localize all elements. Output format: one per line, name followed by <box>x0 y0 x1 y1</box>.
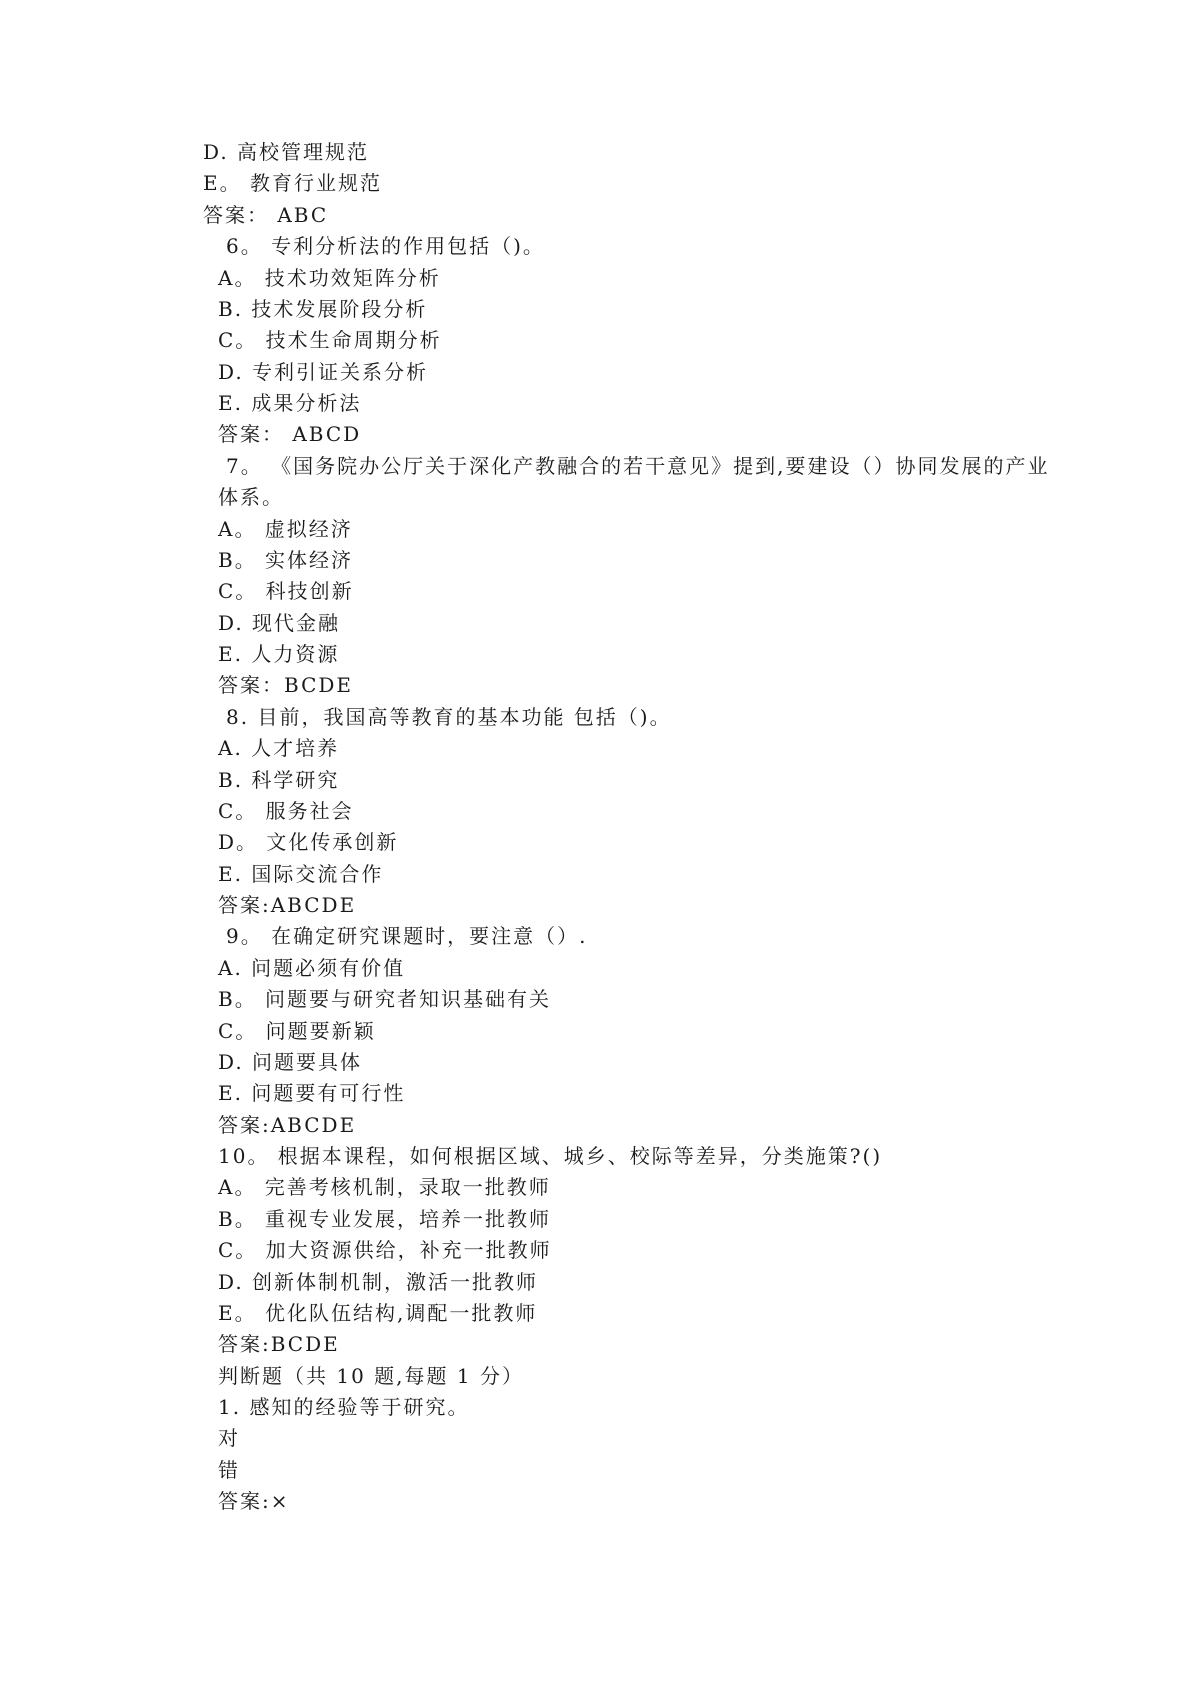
question-7-cont: 体系。 <box>218 485 284 509</box>
tf-option-true: 对 <box>218 1426 240 1450</box>
tf-question-1: 1. 感知的经验等于研究。 <box>218 1395 470 1419</box>
question-6: 6。 专利分析法的作用包括（)。 <box>226 234 545 258</box>
option-9e: E. 问题要有可行性 <box>218 1081 406 1105</box>
tf-answer-1: 答案:× <box>218 1489 290 1513</box>
question-10: 10。 根据本课程，如何根据区域、城乡、校际等差异，分类施策?() <box>218 1144 883 1168</box>
option-5d: D. 高校管理规范 <box>203 140 370 164</box>
option-9d: D. 问题要具体 <box>218 1050 363 1074</box>
option-6e: E. 成果分析法 <box>218 391 362 415</box>
option-10d: D. 创新体制机制，激活一批教师 <box>218 1270 539 1294</box>
option-6d: D. 专利引证关系分析 <box>218 360 429 384</box>
answer-8: 答案:ABCDE <box>218 893 357 917</box>
question-9: 9。 在确定研究课题时，要注意（）. <box>226 924 588 948</box>
answer-7: 答案：BCDE <box>218 673 354 697</box>
option-10a: A。 完善考核机制，录取一批教师 <box>218 1175 551 1199</box>
option-6a: A。 技术功效矩阵分析 <box>218 266 441 290</box>
option-5e: E。 教育行业规范 <box>203 171 382 195</box>
option-7e: E. 人力资源 <box>218 642 340 666</box>
option-7c: C。 科技创新 <box>218 579 354 603</box>
option-8c: C。 服务社会 <box>218 799 354 823</box>
tf-option-false: 错 <box>218 1458 240 1482</box>
question-8: 8. 目前，我国高等教育的基本功能 包括（)。 <box>226 705 672 729</box>
option-10e: E。 优化队伍结构,调配一批教师 <box>218 1301 538 1325</box>
option-7d: D. 现代金融 <box>218 611 341 635</box>
option-8b: B. 科学研究 <box>218 768 340 792</box>
section-heading-true-false: 判断题（共 10 题,每题 1 分） <box>218 1364 524 1388</box>
option-6b: B. 技术发展阶段分析 <box>218 297 428 321</box>
answer-9: 答案:ABCDE <box>218 1113 357 1137</box>
option-8d: D。 文化传承创新 <box>218 830 399 854</box>
question-7: 7。 《国务院办公厅关于深化产教融合的若干意见》提到,要建设（）协同发展的产业 <box>226 454 1050 478</box>
answer-5: 答案： ABC <box>203 203 329 227</box>
option-7a: A。 虚拟经济 <box>218 517 353 541</box>
option-9a: A. 问题必须有价值 <box>218 956 406 980</box>
option-6c: C。 技术生命周期分析 <box>218 328 442 352</box>
option-10b: B。 重视专业发展，培养一批教师 <box>218 1207 552 1231</box>
option-9c: C。 问题要新颖 <box>218 1019 376 1043</box>
option-7b: B。 实体经济 <box>218 548 354 572</box>
option-8e: E. 国际交流合作 <box>218 862 384 886</box>
answer-10: 答案:BCDE <box>218 1332 340 1356</box>
option-8a: A. 人才培养 <box>218 736 340 760</box>
answer-6: 答案： ABCD <box>218 422 362 446</box>
option-10c: C。 加大资源供给，补充一批教师 <box>218 1238 552 1262</box>
option-9b: B。 问题要与研究者知识基础有关 <box>218 987 552 1011</box>
